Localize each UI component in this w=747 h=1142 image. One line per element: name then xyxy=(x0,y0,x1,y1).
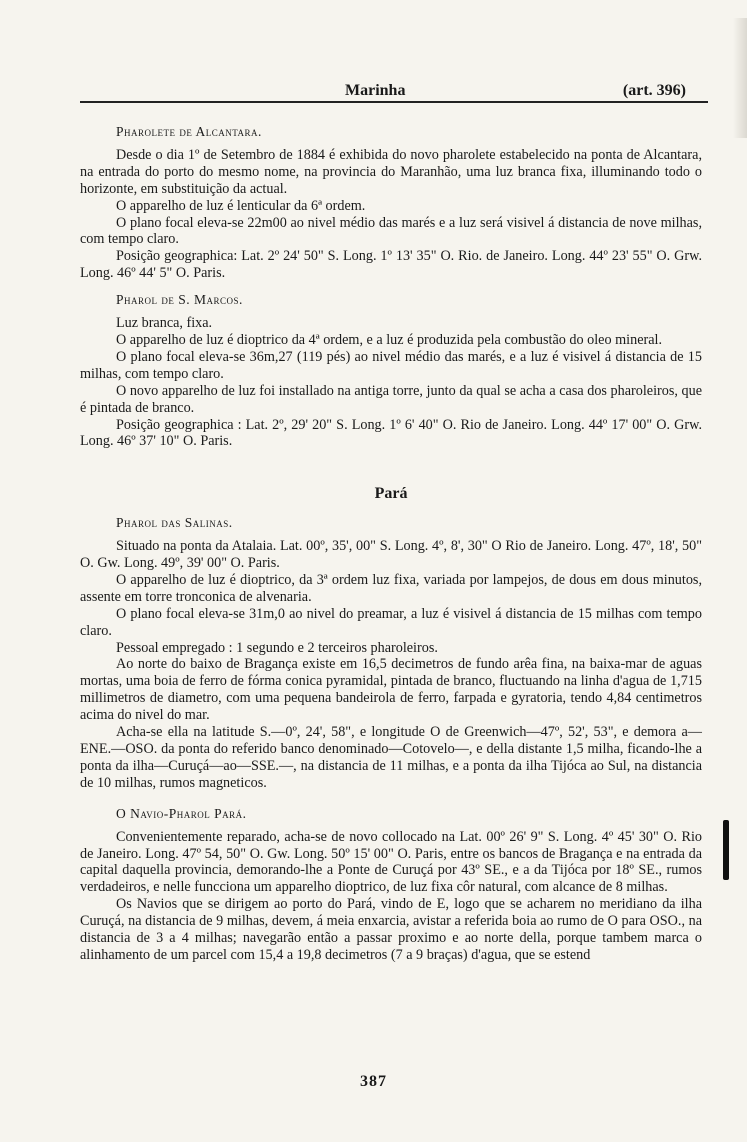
paragraph: O plano focal eleva-se 36m,27 (119 pés) ao nivel médio das marés, e a luz é visivel á distancia de 15 milhas, com tempo claro. xyxy=(80,348,702,382)
paragraph: Convenientemente reparado, acha-se de novo collocado na Lat. 00º 26' 9" S. Long. 4º 45' 30" O. Rio de Janeiro. Long. 47º 54, 50" O. Gw. Long. 50º 15' 00" O. Paris, entre os bancos de Bragança e na entrada da capital daquella provincia, demorando-lhe a Ponte de Curuçá por 43º SE., e a da Tijóca por 18º SE., rumos verdadeiros, e nelle funcciona um apparelho dioptrico, de luz fixa côr natural, com alcance de 8 milhas. xyxy=(80,828,702,896)
paragraph: O apparelho de luz é dioptrico, da 3ª ordem luz fixa, variada por lampejos, de dous em dous minutos, assente em torre tronconica de alvenaria. xyxy=(80,571,702,605)
paragraph: Os Navios que se dirigem ao porto do Pará, vindo de E, logo que se acharem no meridiano da ilha Curuçá, na distancia de 9 milhas, devem, á meia enxarcia, avistar a referida boia ao rumo de O para OSO., na distancia de 3 a 4 milhas; navegarão então a passar proximo e ao norte della, porque tambem marca o alinhamento de um parcel com 15,4 a 19,8 decimetros (7 a 9 braças) d'agua, que se estend xyxy=(80,896,702,963)
paragraph: O apparelho de luz é dioptrico da 4ª ordem, e a luz é produzida pela combustão do oleo mineral. xyxy=(116,331,662,348)
paragraph: Desde o dia 1º de Setembro de 1884 é exhibida do novo pharolete estabelecido na ponta de Alcantara, na entrada do porto do mesmo nome, na provincia do Maranhão, uma luz branca fixa, illuminando todo o horizonte, em substituição da actual. xyxy=(80,146,702,197)
page-number: 387 xyxy=(360,1073,387,1090)
header-rule xyxy=(80,101,708,103)
section-heading-salinas: Pharol das Salinas. xyxy=(116,515,233,531)
running-header xyxy=(80,78,708,104)
paragraph: O apparelho de luz é lenticular da 6ª ordem. xyxy=(116,197,366,214)
margin-ink-mark xyxy=(723,820,729,880)
body-text xyxy=(80,124,702,964)
paragraph: Acha-se ella na latitude S.—0º, 24', 58", e longitude O de Greenwich—47º, 52', 53", e demora a—ENE.—OSO. da ponta do referido banco denominado—Cotovelo—, e della distante 1,5 milha, ficando-lhe a ponta da ilha—Curuçá—ao—SSE.—, na distancia de 11 milhas, e a ponta da ilha Tijóca ao Sul, na distancia de 10 milhas, rumos magneticos. xyxy=(80,724,702,791)
paragraph: Posição geographica: Lat. 2º 24' 50" S. Long. 1º 13' 35" O. Rio. de Janeiro. Long. 44º 23' 55" O. Grw. Long. 46º 44' 5" O. Paris. xyxy=(80,248,702,282)
article-reference: (art. 396) xyxy=(622,82,686,99)
page-edge-shadow xyxy=(733,18,747,138)
paragraph: Situado na ponta da Atalaia. Lat. 00º, 35', 00" S. Long. 4º, 8', 30" O Rio de Janeiro. Long. 47º, 18', 50" O. Gw. Long. 49º, 39' 00" O. Paris. xyxy=(80,538,702,572)
section-heading-alcantara: Pharolete de Alcantara. xyxy=(116,124,262,139)
paragraph: Ao norte do baixo de Bragança existe em 16,5 decimetros de fundo arêa fina, na baixa-mar de aguas mortas, uma boia de ferro de fórma conica pyramidal, pintada de branco, fluctuando na linha d'agua de 1,715 millimetros de diametro, com uma pequena bandeirola de ferro, farpada e gyratoria, tendo 4,84 centimetros acima do nivel do mar. xyxy=(80,656,702,724)
paragraph: Posição geographica : Lat. 2º, 29' 20" S. Long. 1º 6' 40" O. Rio de Janeiro. Long. 44º 17' 00" O. Grw. Long. 46º 37' 10" O. Paris. xyxy=(80,416,702,450)
section-heading-s-marcos: Pharol de S. Marcos. xyxy=(116,292,243,308)
section-heading-navio-pharol: O Navio-Pharol Pará. xyxy=(116,805,247,821)
paragraph: O novo apparelho de luz foi installado na antiga torre, junto da qual se acha a casa dos pharoleiros, que é pintada de branco. xyxy=(80,382,702,416)
paragraph: O plano focal eleva-se 22m00 ao nivel médio das marés e a luz será visivel á distancia de nove milhas, com tempo claro. xyxy=(80,214,702,248)
paragraph: O plano focal eleva-se 31m,0 ao nivel do preamar, a luz é visivel á distancia de 15 milhas com tempo claro. xyxy=(80,605,702,639)
running-title: Marinha xyxy=(345,82,406,99)
paragraph: Pessoal empregado : 1 segundo e 2 terceiros pharoleiros. xyxy=(116,639,438,656)
paragraph: Luz branca, fixa. xyxy=(116,315,213,332)
province-title: Pará xyxy=(374,485,408,503)
